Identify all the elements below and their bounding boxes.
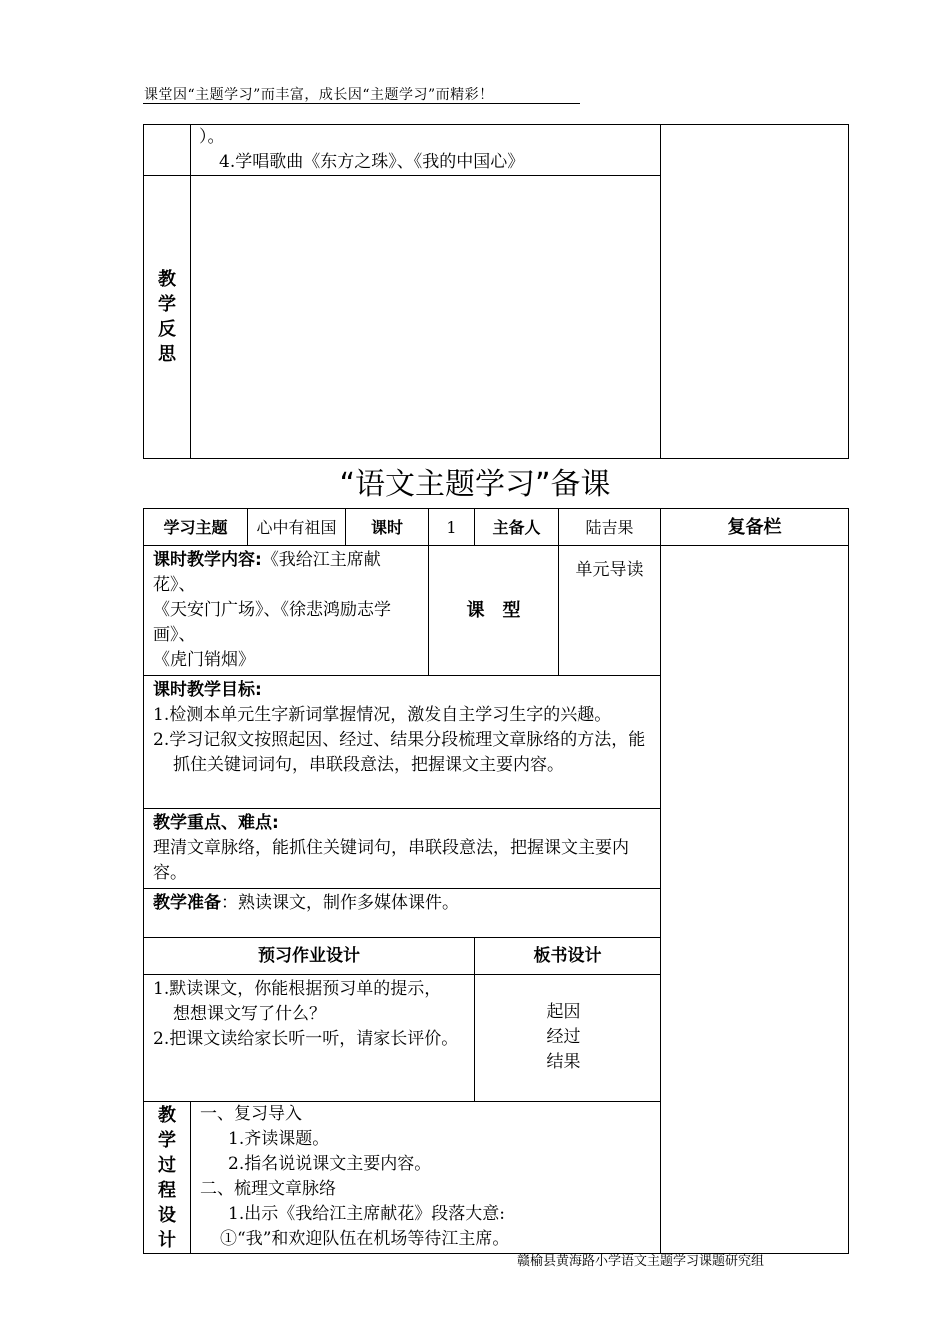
- lesson-type-value: 单元导读: [559, 546, 661, 676]
- reflection-content-cell: [191, 176, 661, 459]
- board-header: 板书设计: [475, 938, 661, 975]
- process-content-cell: [191, 1102, 661, 1254]
- review-column-header: 复备栏: [661, 509, 849, 546]
- period-label: 课时: [346, 509, 429, 546]
- reflection-label-cell: [144, 176, 191, 459]
- process-step-1b: 2.指名说说课文主要内容。: [228, 1154, 432, 1174]
- homework-item-1b: 想想课文写了什么？: [173, 1004, 326, 1024]
- process-step-2a: 1.出示《我给江主席献花》段落大意:: [228, 1204, 505, 1224]
- lesson-plan-table: [143, 508, 849, 1254]
- continuation-line-2: 4.学唱歌曲《东方之珠》、《我的中国心》: [219, 152, 525, 172]
- board-line-1: 起因: [546, 1002, 581, 1022]
- continuation-content-cell: [191, 125, 661, 176]
- content-line-2: 《天安门广场》、《徐悲鸿励志学画》、: [153, 600, 391, 645]
- keypoints-cell: [144, 809, 661, 889]
- homework-item-2: 2.把课文读给家长听一听，请家长评价。: [153, 1029, 459, 1049]
- preparer-value: 陆吉果: [559, 509, 661, 546]
- header-underline: [143, 103, 580, 104]
- topic-value: 心中有祖国: [248, 509, 346, 546]
- content-line-3: 《虎门销烟》: [153, 650, 255, 670]
- continuation-label-cell: [144, 125, 191, 176]
- goals-label: 课时教学目标:: [153, 680, 262, 700]
- continuation-review-cell: [661, 125, 849, 459]
- preparation-label: 教学准备: [153, 893, 221, 913]
- goals-cell: [144, 676, 661, 809]
- process-step-1: 一、复习导入: [200, 1104, 302, 1124]
- period-value: 1: [429, 509, 475, 546]
- continuation-table: [143, 124, 849, 459]
- process-label: 教学过程设计: [158, 1105, 176, 1251]
- page-footer: 赣榆县黄海路小学语文主题学习课题研究组: [517, 1254, 765, 1269]
- process-step-1a: 1.齐读课题。: [228, 1129, 330, 1149]
- preparation-text: ：熟读课文，制作多媒体课件。: [221, 893, 459, 913]
- keypoints-text: 理清文章脉络，能抓住关键词句，串联段意法，把握课文主要内容。: [153, 838, 629, 883]
- homework-header: 预习作业设计: [144, 938, 475, 975]
- page-title: “语文主题学习”备课: [339, 467, 611, 502]
- homework-cell: [144, 975, 475, 1102]
- review-column: [661, 546, 849, 1254]
- goal-item-1: 1.检测本单元生字新词掌握情况，激发自主学习生字的兴趣。: [153, 705, 612, 725]
- board-cell: [475, 975, 661, 1102]
- process-step-2b: ①“我”和欢迎队伍在机场等待江主席。: [220, 1229, 510, 1249]
- process-label-cell: [144, 1102, 191, 1254]
- continuation-line-1: ）。: [199, 127, 225, 147]
- reflection-label: 教学反思: [158, 269, 176, 365]
- keypoints-label: 教学重点、难点:: [153, 813, 279, 833]
- page-header: 课堂因“主题学习”而丰富，成长因“主题学习”而精彩！: [144, 87, 494, 103]
- process-step-2: 二、梳理文章脉络: [200, 1179, 336, 1199]
- board-line-3: 结果: [546, 1052, 581, 1072]
- lesson-type-label: 课 型: [429, 546, 559, 676]
- board-line-2: 经过: [546, 1027, 581, 1047]
- preparer-label: 主备人: [475, 509, 559, 546]
- content-cell: [144, 546, 429, 676]
- content-label: 课时教学内容:: [153, 550, 262, 570]
- content-line-1: 《我给江主席献花》、: [153, 550, 381, 595]
- topic-label: 学习主题: [144, 509, 248, 546]
- homework-item-1a: 1.默读课文，你能根据预习单的提示，: [153, 979, 442, 999]
- preparation-cell: [144, 889, 661, 938]
- goal-item-2: 2.学习记叙文按照起因、经过、结果分段梳理文章脉络的方法，能抓住关键词词句，串联段意法，把握课文主要内容。: [153, 730, 646, 775]
